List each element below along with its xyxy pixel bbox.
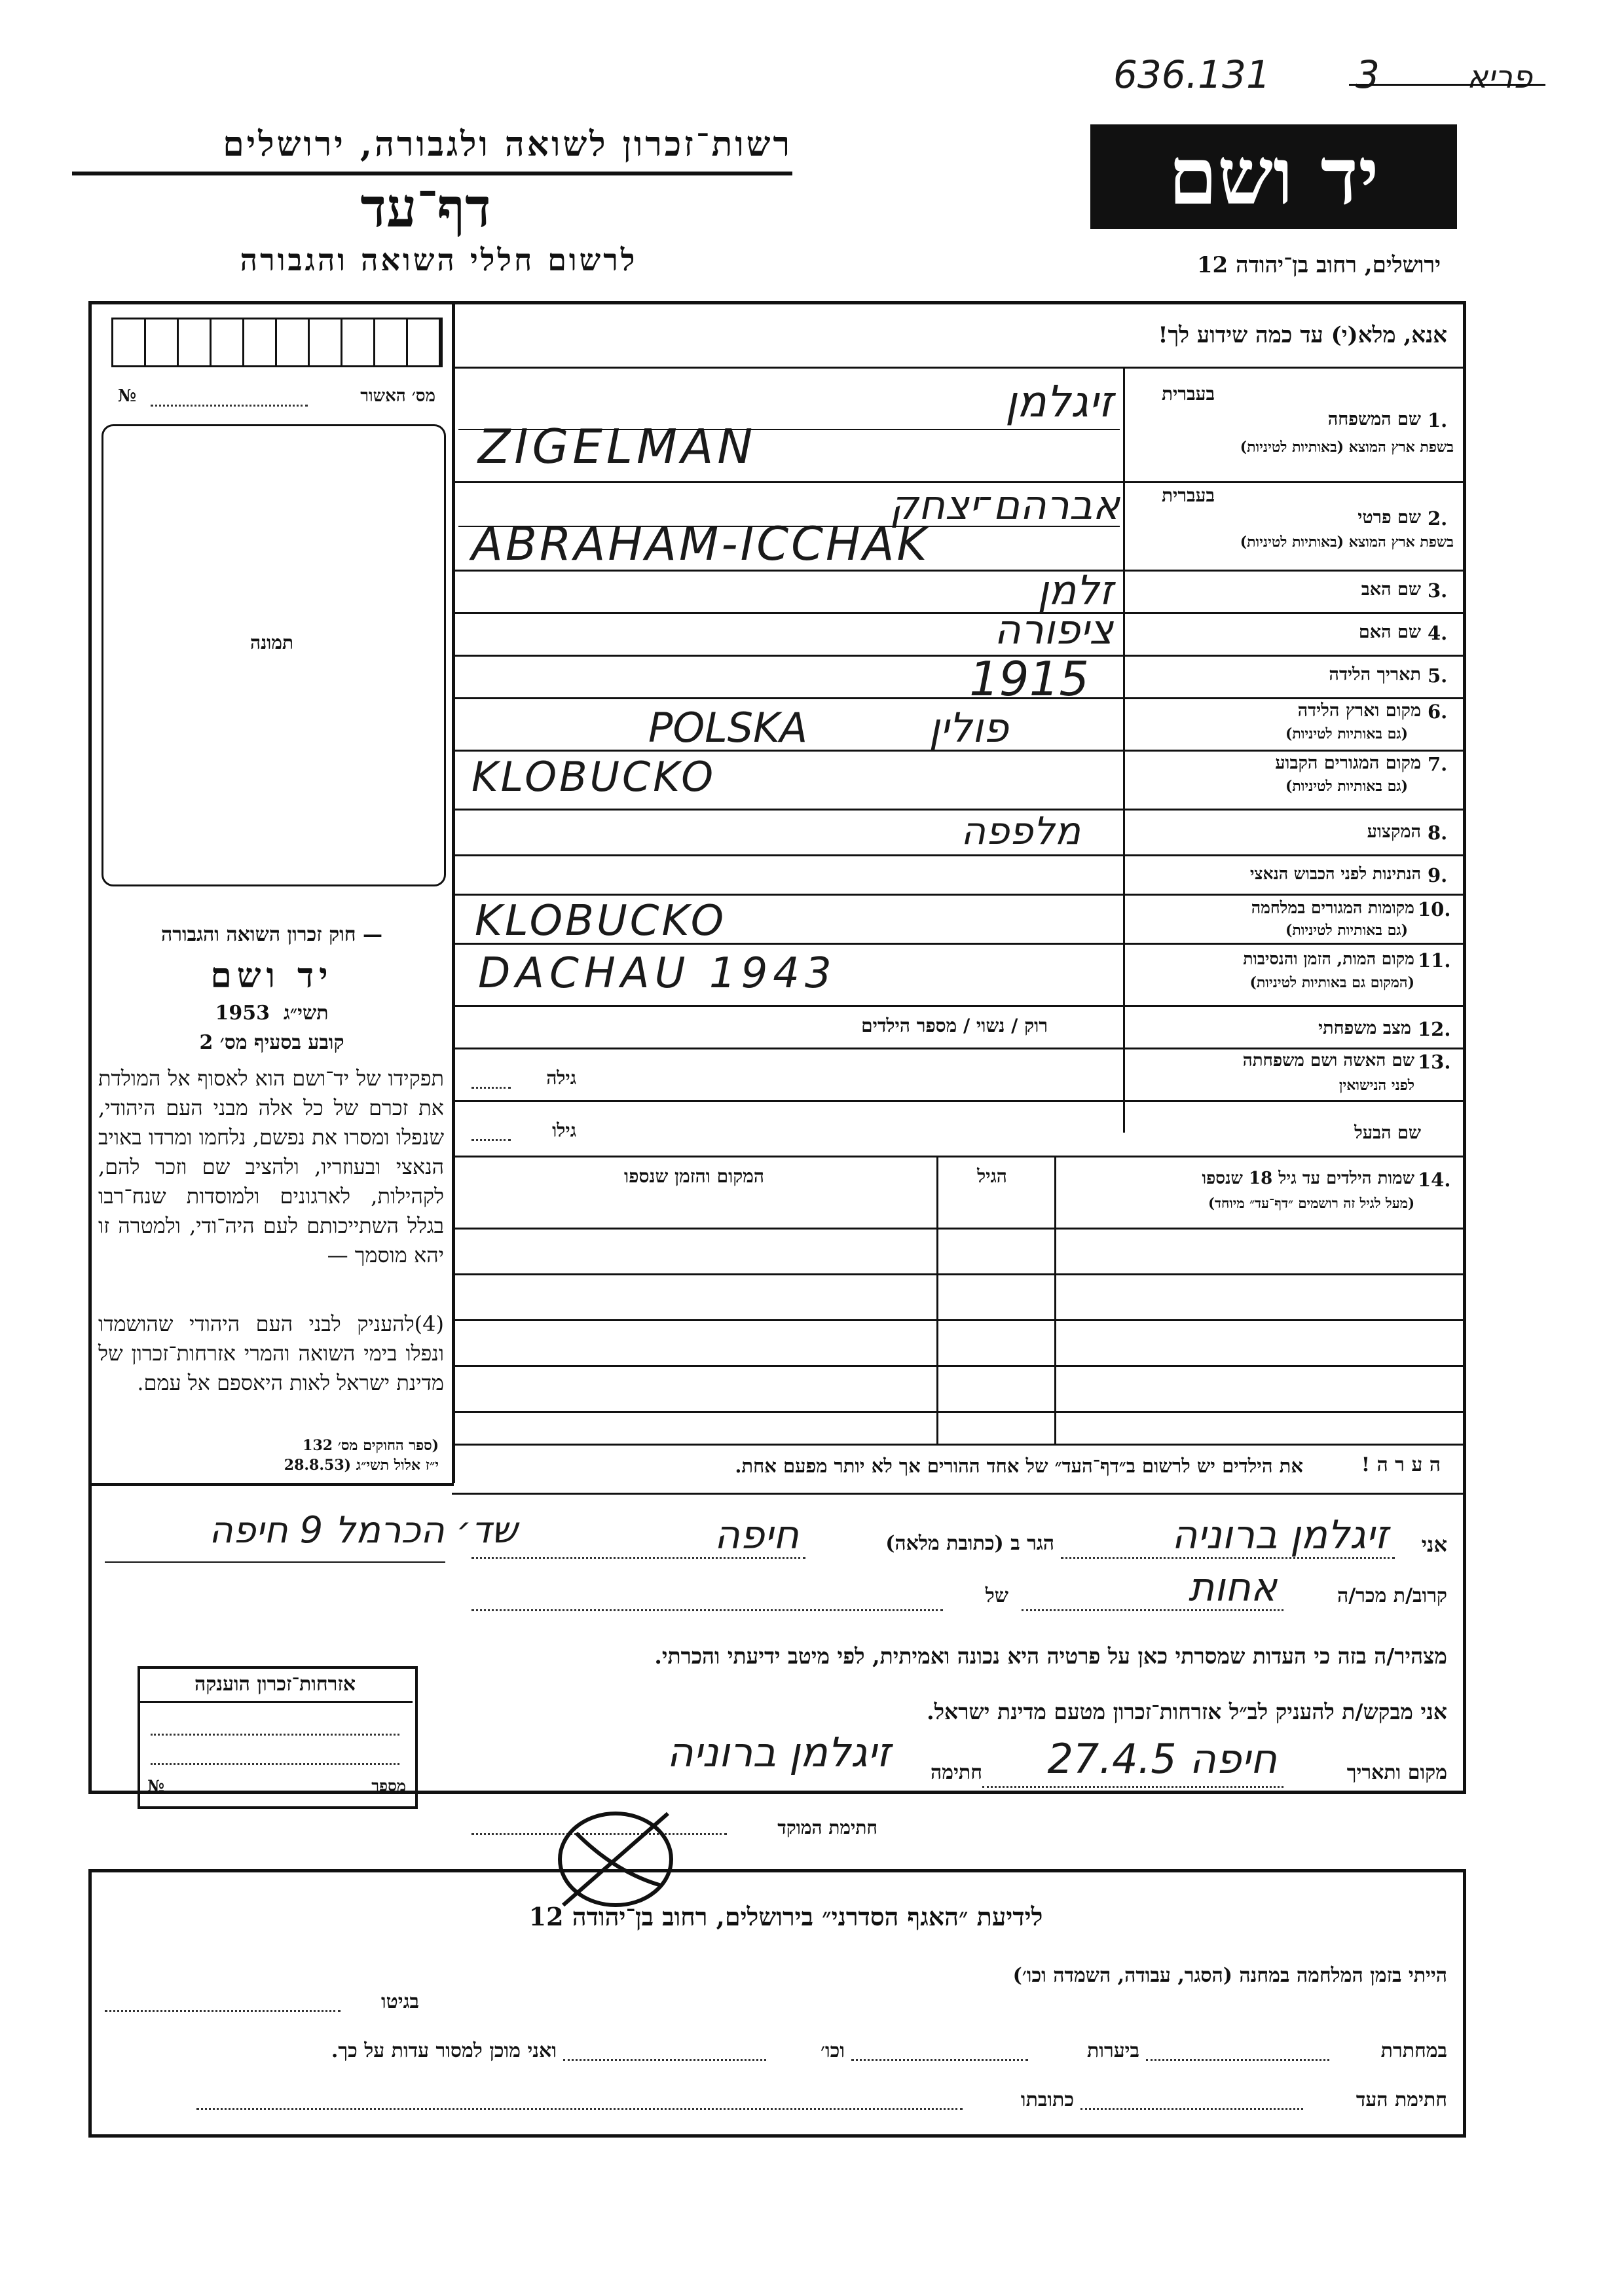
husband-age-label: גילו (552, 1120, 576, 1141)
f8-label: המקצוע (1367, 822, 1421, 842)
law-title: — חוק זכרון השואה והגבורה (161, 923, 382, 946)
footer-line1-b: בגיטו (380, 1990, 419, 2013)
law-year-heb: תשי״ג (283, 1002, 329, 1025)
note-text: את הילדים יש לרשום ב״דף־העד״ של אחד ההורים אך לא יותר מפעם אחת. (735, 1455, 1303, 1477)
f5-value[interactable]: 1915 (969, 651, 1090, 706)
f11-sub: (המקום גם באותיות לטיניות) (1249, 974, 1414, 991)
footer-line3-a: חתימת העד (1356, 2088, 1447, 2111)
children-col-age: הגיל (977, 1165, 1007, 1187)
f9-label: הנתינות לפני הכבוש הנאצי (1249, 864, 1421, 883)
note-label: ה ע ר ה ! (1361, 1453, 1441, 1476)
rule-f9 (452, 894, 1463, 896)
f3-num: 3. (1428, 579, 1448, 602)
decl-official-label: חתימת המוקד (777, 1817, 877, 1838)
children-row-4 (452, 1365, 1463, 1367)
footer-line3-b: כתובתו (1020, 2088, 1074, 2111)
f9-num: 9. (1428, 864, 1448, 886)
f5-num: 5. (1428, 665, 1448, 687)
footer-line3-field-b[interactable] (196, 2108, 963, 2110)
f5-label: תאריך הלידה (1329, 665, 1421, 685)
f7-num: 7. (1428, 753, 1448, 775)
law-name: יד ושם (210, 956, 333, 996)
approval-field[interactable] (151, 405, 308, 407)
footer-line2-b: ביערות (1086, 2039, 1139, 2062)
footer-line2-c: וכו׳ (821, 2039, 845, 2062)
f1-latin-value[interactable]: ZIGELMAN (478, 419, 757, 474)
cert-line-1[interactable] (151, 1734, 399, 1736)
children-row-1 (452, 1228, 1463, 1230)
f2-heb-value[interactable]: אברהם־יצחק (889, 481, 1120, 529)
footer-line2-field-b[interactable] (851, 2059, 1028, 2061)
approval-no: № (118, 386, 137, 406)
f14-num: 14. (1418, 1169, 1451, 1191)
f7-label: מקום המגורים הקבוע (1275, 753, 1421, 773)
decl-relative-label: קרוב/ת מכר/ה (1337, 1584, 1447, 1607)
instruction-rule (452, 367, 1463, 369)
f2-heb-tag: בעברית (1161, 484, 1215, 506)
footer-line1-a: הייתי בזמן המלחמה במחנה (הסגר, עבודה, השמדה וכו׳) (1012, 1964, 1447, 1987)
law-ref-2: י״ז אלול תשי״ג (28.8.53 (284, 1457, 439, 1474)
approval-label: מס׳ האשור (360, 386, 435, 406)
rule-f4 (452, 655, 1463, 657)
f1-num: 1. (1428, 409, 1448, 431)
f12-label: מצב משפחתי (1318, 1018, 1411, 1038)
authority-line: רשות־זכרון לשואה ולגבורה, ירושלים (223, 124, 792, 164)
f11-latin-value[interactable]: DACHAU 1943 (478, 949, 837, 998)
cert-number-label: מספר (371, 1776, 406, 1795)
decl-place-date-label: מקום ותאריך (1346, 1761, 1447, 1784)
f1-heb-tag: בעברית (1161, 383, 1215, 405)
ticket-boxes (111, 318, 443, 367)
rule-f8 (452, 854, 1463, 856)
form-title: דף־עד (360, 177, 491, 240)
handwritten-note: שד׳ הכרמל 9 חיפה (209, 1509, 517, 1552)
f3-value[interactable]: זלמן (1037, 566, 1113, 614)
f7-latin-value[interactable]: KLOBUCKO (471, 753, 716, 801)
decl-signature-value[interactable]: זיגלמן ברוניה (667, 1728, 891, 1776)
note-bottom-rule (452, 1493, 1463, 1495)
cert-line-2[interactable] (151, 1763, 399, 1765)
children-col-2 (1054, 1156, 1056, 1444)
decl-request-text: אני מבקש/ת להעניק לב״ל אזרחות־זכרון מטעם מדינת ישראל. (927, 1699, 1447, 1724)
children-row-3 (452, 1319, 1463, 1321)
decl-signature-label: חתימה (931, 1761, 982, 1784)
f2-label: שם פרטי (1357, 507, 1421, 528)
logo-text: יד ושם (1168, 130, 1379, 223)
authority-underline (72, 172, 792, 175)
f4-value[interactable]: ציפורה (994, 606, 1113, 653)
footer-line2-field-c[interactable] (563, 2059, 766, 2061)
footer-line2-a: במחתרת (1380, 2039, 1447, 2062)
rule-f5 (452, 697, 1463, 699)
f7-sub: (גם באותיות לטיניות) (1285, 778, 1408, 795)
law-year-number: 1953 (215, 1002, 270, 1025)
logo (1090, 124, 1457, 229)
f13-label: שם האשה ושם משפחתה (1242, 1051, 1414, 1070)
decl-resides-line (471, 1557, 805, 1559)
f2-heb-underline (458, 526, 1120, 527)
rule-f13 (452, 1100, 1463, 1102)
photo-label: תמונה (249, 632, 294, 653)
f1-heb-value[interactable]: זיגלמן (1005, 376, 1113, 427)
f13-sub: לפני הנישואין (1338, 1077, 1414, 1094)
children-row-2 (452, 1273, 1463, 1275)
f2-latin-value[interactable]: ABRAHAM-ICCHAK (471, 517, 930, 571)
f6-num: 6. (1428, 701, 1448, 723)
left-panel-bottom (92, 1483, 454, 1486)
children-row-5 (452, 1411, 1463, 1413)
f6-heb-value[interactable]: פולין (929, 704, 1008, 752)
decl-declare-text: מצהיר/ה בזה כי העדות שמסרתי כאן על פרטיה היא נכונה ואמיתית, לפי מיטב ידיעתי והכרתי. (654, 1643, 1447, 1669)
law-ref-1: (ספר החוקים מס׳ 132 (303, 1437, 439, 1454)
children-col-1 (936, 1156, 938, 1444)
footer-line2-field-a[interactable] (1146, 2059, 1329, 2061)
corner-mark: 3 (1356, 52, 1380, 97)
law-text: תפקידו של יד־ושם הוא לאסוף אל המולדת את זכרם של כל אלה מבני העם היהודי, שנפלו ומסרו את נפשם, נלחמו ומרדו באויב הנאצי ובעוזריו, ולהציב שם וזכר להם, לקהילות, לארגונים ולמוסדות שנח־רבו בגלל השתייכותם לעם היה־ודי, ולמטרה זו יהא מוסמך — (98, 1066, 444, 1267)
f1-sub: בשפת ארץ המוצא (באותיות לטיניות) (1240, 439, 1454, 456)
f4-num: 4. (1428, 622, 1448, 644)
footer-line3-field-a[interactable] (1080, 2108, 1303, 2110)
f10-label: מקומות המגורים במלחמה (1251, 898, 1414, 917)
photo-box (101, 424, 446, 886)
children-table-bottom (452, 1444, 1463, 1446)
instruction: אנא, מלא(י) עד כמה שידוע לך! (1158, 322, 1447, 348)
decl-of-line[interactable] (471, 1609, 943, 1611)
decl-place-date-line (982, 1786, 1283, 1788)
decl-of-label: של (985, 1584, 1008, 1607)
cert-title-rule (138, 1701, 413, 1703)
f13-num: 13. (1418, 1051, 1451, 1073)
wife-age-field[interactable] (471, 1087, 511, 1089)
f2-sub: בשפת ארץ המוצא (באותיות לטיניות) (1240, 534, 1454, 551)
f14-sub: (מעל לגיל זה רושמים ״דף־עד״ מיוחד) (1208, 1195, 1414, 1211)
f11-num: 11. (1418, 949, 1451, 972)
f6-sub: (גם באותיות לטיניות) (1285, 725, 1408, 742)
husband-label: שם הבעל (1354, 1123, 1421, 1143)
decl-i-name[interactable]: זיגלמן ברוניה (1172, 1512, 1388, 1558)
decl-relative-value[interactable]: אחות (1188, 1565, 1277, 1611)
law-year (98, 1002, 445, 1025)
address: ירושלים, רחוב בן־יהודה 12 (1196, 252, 1441, 278)
f8-num: 8. (1428, 822, 1448, 844)
f12-num: 12. (1418, 1018, 1451, 1040)
children-col-place: המקום והזמן שנספו (624, 1165, 764, 1187)
f4-label: שם האם (1358, 622, 1421, 642)
f11-label: מקום המות, הזמן והנסיבות (1243, 949, 1414, 968)
decl-relative-line (1022, 1609, 1283, 1611)
footer-line2-d: ואני מוכן למסור עדות על כך. (331, 2039, 557, 2062)
archive-number: 636.131 (1113, 52, 1270, 97)
note-underline (105, 1561, 445, 1563)
husband-age-field[interactable] (471, 1139, 511, 1141)
rule-f11 (452, 1005, 1463, 1007)
footer-title: לידיעת ״האגף הסדרני״ בירושלים, רחוב בן־יהודה 12 (528, 1902, 1043, 1931)
rule-husband (452, 1156, 1463, 1157)
decl-resides-label: הגר ב (כתובת מלאה) (885, 1532, 1054, 1555)
law-text-2: (4)להעניק לבני העם היהודי שהושמדו ונפלו בימי השואה והמרי אזרחות־זכרון של מדינת ישראל לאות היאספם אל עמם. (98, 1311, 444, 1395)
form-subtitle: לרשום חללי השואה והגבורה (240, 242, 638, 278)
f6-label: מקום וארץ הלידה (1297, 701, 1421, 721)
decl-i-line (1061, 1557, 1395, 1559)
corner-strike (1349, 84, 1545, 86)
decl-place-date-value[interactable]: חיפה 27.4.5 (1047, 1735, 1277, 1783)
f10-latin-value[interactable]: KLOBUCKO (475, 897, 727, 945)
wife-age-label: גילה (546, 1067, 576, 1089)
f3-label: שם האב (1361, 579, 1421, 600)
f10-num: 10. (1418, 898, 1451, 920)
corner-word: פריא (1467, 59, 1532, 96)
cert-title: אזרחות־זכרון הוענקה (194, 1673, 356, 1696)
f10-sub: (גם באותיות לטיניות) (1285, 922, 1408, 939)
f1-heb-underline (458, 429, 1120, 430)
decl-resides-value[interactable]: חיפה (714, 1512, 799, 1558)
left-column-divider (452, 301, 455, 1483)
rule-f12 (452, 1048, 1463, 1049)
f6-latin-value[interactable]: POLSKA (648, 704, 808, 752)
footer-line1-field[interactable] (105, 2010, 341, 2012)
f1-label: שם המשפחה (1327, 409, 1421, 429)
f8-value[interactable]: מלפפה (961, 809, 1080, 853)
f14-label: שמות הילדים עד גיל 18 שנספו (1202, 1169, 1414, 1188)
cert-number-no: № (147, 1776, 165, 1795)
decl-i-label: אני (1421, 1532, 1447, 1557)
law-section: קובע בסעיף מס׳ 2 (199, 1031, 344, 1054)
f2-num: 2. (1428, 507, 1448, 530)
f12-options[interactable]: רוק / נשוי / מספר הילדים (861, 1015, 1048, 1036)
